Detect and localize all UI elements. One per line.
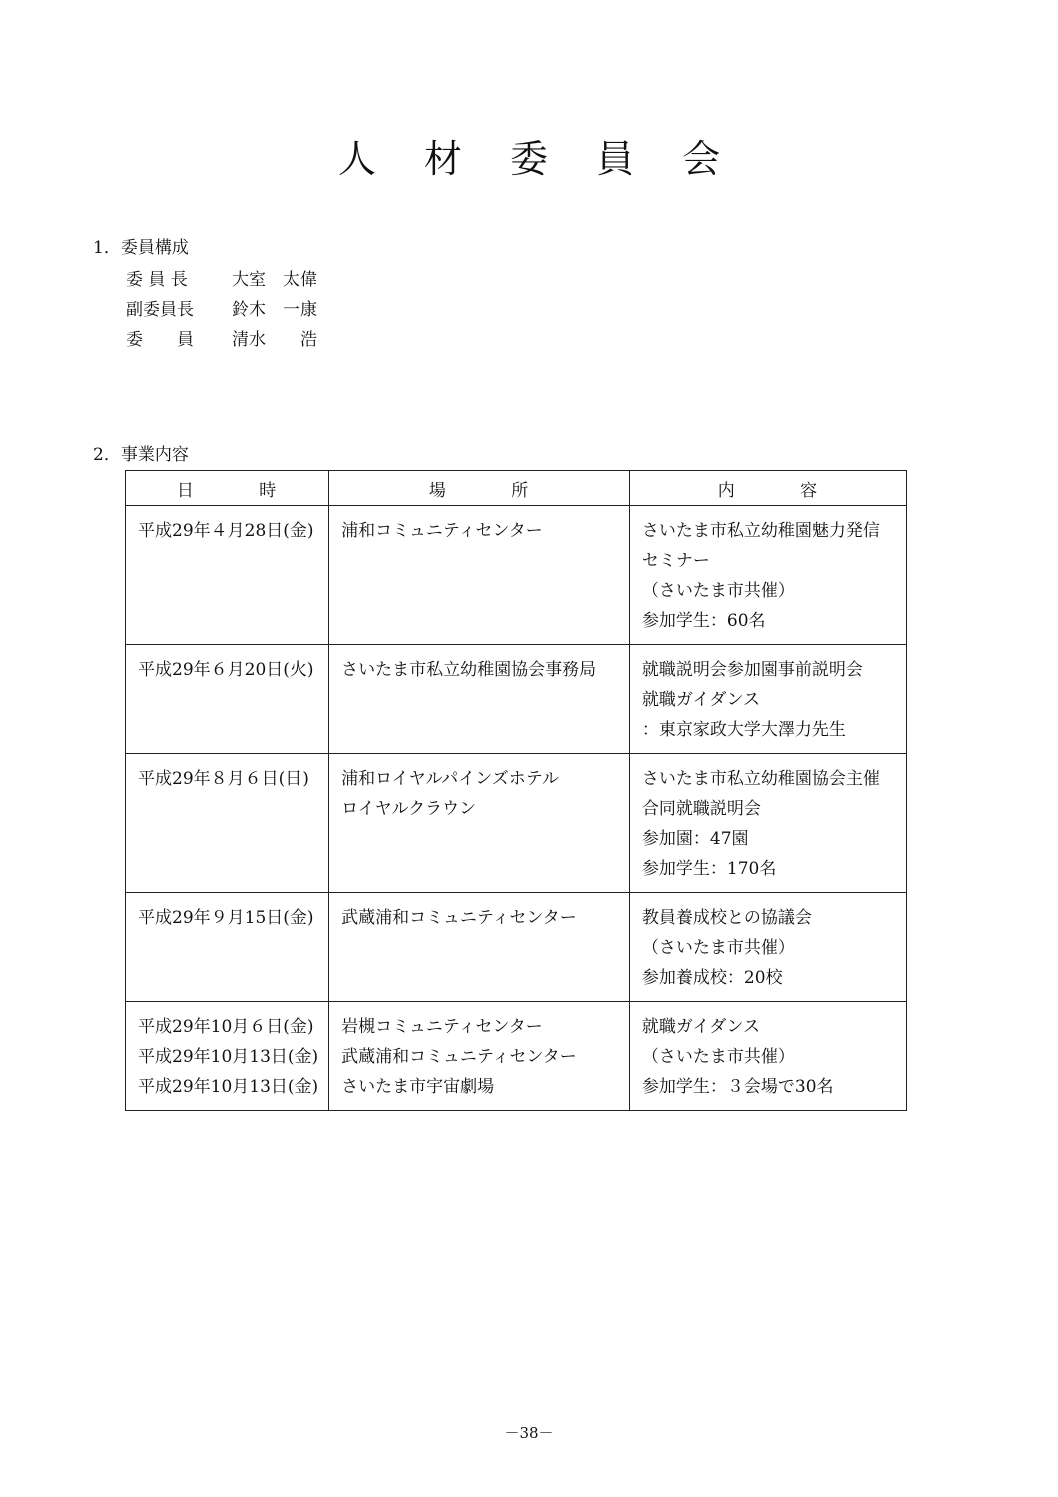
column-header-place: 場 所: [329, 471, 630, 506]
cell-date-line: 平成29年10月６日(金): [138, 1017, 314, 1037]
table-row: [126, 1002, 907, 1111]
member-row: [126, 262, 317, 292]
table-body: [126, 506, 907, 1111]
member-name: 鈴木 一康: [232, 299, 317, 320]
cell-content: [629, 754, 906, 893]
table-row: [126, 754, 907, 893]
cell-content: [629, 1002, 906, 1111]
cell-place-line: 浦和コミュニティセンター: [341, 521, 543, 541]
member-row: [126, 292, 317, 322]
cell-place: [329, 754, 630, 893]
page-number: －38－: [504, 1424, 554, 1442]
section-heading-activities: 2．事業内容: [93, 445, 189, 465]
cell-content-line: 参加学生：３会場で30名: [641, 1077, 834, 1097]
cell-date: [126, 1002, 329, 1111]
table-row: [126, 893, 907, 1002]
table-row: [126, 506, 907, 645]
cell-content-line: セミナー: [641, 551, 710, 571]
cell-place: [329, 1002, 630, 1111]
cell-content-line: 就職説明会参加園事前説明会: [641, 660, 863, 680]
cell-content-line: 就職ガイダンス: [641, 690, 761, 710]
cell-place-line: ロイヤルクラウン: [341, 799, 477, 819]
cell-content: [629, 506, 906, 645]
member-name: 大室 太偉: [232, 269, 317, 290]
cell-content-line: （さいたま市共催）: [641, 1047, 795, 1067]
cell-date: [126, 645, 329, 754]
cell-content-line: 参加学生：170名: [641, 859, 777, 879]
activities-table: [125, 470, 907, 1111]
cell-place-line: 浦和ロイヤルパインズホテル: [341, 769, 559, 789]
cell-content-line: ：東京家政大学大澤力先生: [641, 720, 846, 740]
cell-content-line: さいたま市私立幼稚園協会主催: [641, 769, 880, 789]
cell-content: [629, 645, 906, 754]
cell-place: [329, 893, 630, 1002]
cell-place-line: 武蔵浦和コミュニティセンター: [341, 908, 577, 928]
cell-date: [126, 893, 329, 1002]
cell-date-line: 平成29年４月28日(金): [138, 521, 314, 541]
cell-content-line: 就職ガイダンス: [641, 1017, 761, 1037]
cell-date-line: 平成29年８月６日(日): [138, 769, 309, 789]
cell-content-line: （さいたま市共催）: [641, 938, 795, 958]
member-role: 委 員: [126, 329, 194, 350]
cell-place-line: さいたま市私立幼稚園協会事務局: [341, 660, 597, 680]
cell-content-line: （さいたま市共催）: [641, 581, 795, 601]
cell-date-line: 平成29年10月13日(金): [138, 1047, 319, 1067]
cell-content-line: さいたま市私立幼稚園魅力発信: [641, 521, 880, 541]
member-role: 委 員 長: [126, 269, 188, 290]
member-list: [126, 262, 317, 352]
cell-content-line: 参加園：47園: [641, 829, 749, 849]
section-heading-committee: 1．委員構成: [93, 238, 189, 258]
cell-content-line: 参加学生：60名: [641, 611, 766, 631]
cell-date-line: 平成29年９月15日(金): [138, 908, 314, 928]
cell-date: [126, 754, 329, 893]
cell-content-line: 参加養成校：20校: [641, 968, 783, 988]
table-header-row: [126, 471, 907, 506]
member-role: 副委員長: [126, 299, 194, 320]
page-title: 人 材 委 員 会: [337, 137, 739, 181]
member-name: 清水 浩: [232, 329, 317, 350]
table-row: [126, 645, 907, 754]
cell-place: [329, 506, 630, 645]
column-header-date: 日 時: [126, 471, 329, 506]
cell-place: [329, 645, 630, 754]
cell-content-line: 合同就職説明会: [641, 799, 761, 819]
member-row: [126, 322, 317, 352]
cell-date-line: 平成29年６月20日(火): [138, 660, 314, 680]
cell-content-line: 教員養成校との協議会: [641, 908, 812, 928]
cell-place-line: 武蔵浦和コミュニティセンター: [341, 1047, 577, 1067]
cell-place-line: 岩槻コミュニティセンター: [341, 1017, 543, 1037]
cell-content: [629, 893, 906, 1002]
cell-date: [126, 506, 329, 645]
cell-date-line: 平成29年10月13日(金): [138, 1077, 319, 1097]
cell-place-line: さいたま市宇宙劇場: [341, 1077, 495, 1097]
column-header-content: 内 容: [629, 471, 906, 506]
